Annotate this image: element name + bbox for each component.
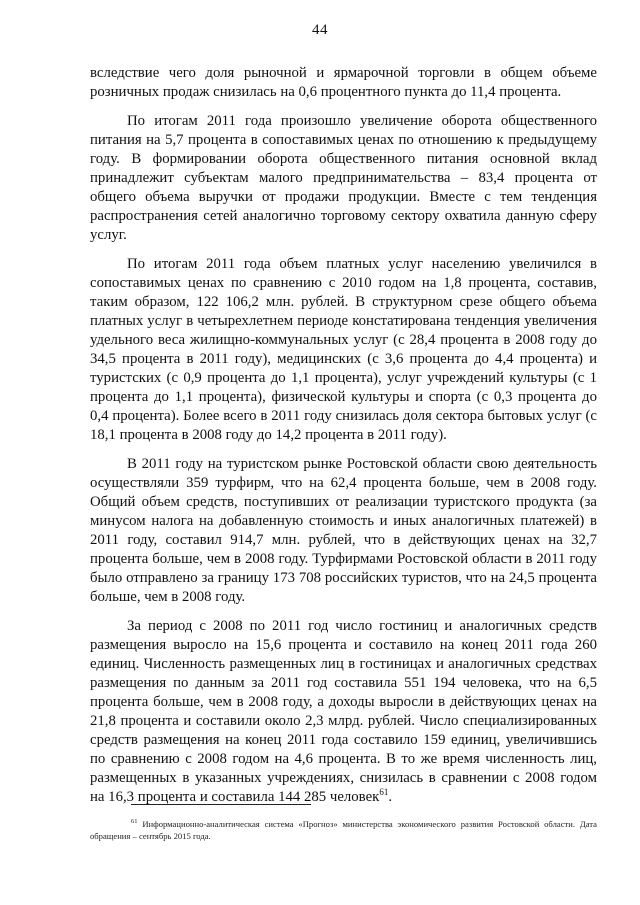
paragraph-hotels bbox=[90, 617, 597, 807]
body-text bbox=[90, 64, 597, 807]
paragraph-tourism: В 2011 году на туристском рынке Ростовской области свою деятельность осуществляли 359 турфирм, что на 62,4 процента больше, чем в 2008 году. Общий объем средств, поступивших от реализации туристского продукта (за минусом налога на добавленную стоимость и иных аналогичных платежей) в 2011 году, составил 914,7 млн. рублей, что в действующих ценах на 32,7 процента больше, чем в 2008 году. Турфирмами Ростовской области в 2011 году было отправлено за границу 173 708 российских туристов, что на 24,5 процента больше, чем в 2008 году. bbox=[90, 456, 597, 605]
paragraph-catering: По итогам 2011 года произошло увеличение оборота общественного питания на 5,7 процента в сопоставимых ценах по отношению к предыдущему году. В формировании оборота общественного питания основной вклад принадлежит субъектам малого предпринимательства – 83,4 процента от общего объема выручки от продажи продукции. Вместе с тем тенденция распространения сетей аналогично торговому сектору охватила данную сферу услуг. bbox=[90, 113, 597, 243]
paragraph-continuation: вследствие чего доля рыночной и ярмарочной торговли в общем объеме розничных продаж снизилась на 0,6 процентного пункта до 11,4 процента. bbox=[90, 65, 597, 100]
page-number: 44 bbox=[312, 22, 328, 38]
paragraph-paid-services: По итогам 2011 года объем платных услуг населению увеличился в сопоставимых ценах по сравнению с 2010 годом на 1,8 процента, составив, таким образом, 122 106,2 млн. рублей. В структурном срезе общего объема платных услуг в четырехлетнем периоде констатирована тенденция увеличения удельного веса жилищно-коммунальных услуг (с 28,4 процента в 2008 году до 34,5 процента в 2011 году), медицинских (с 3,6 процента до 4,4 процента) и туристских (с 0,9 процента до 1,1 процента), услуг учреждений культуры (с 1 процента до 1,1 процента), физической культуры и спорта (с 0,3 процента до 0,4 процента). Более всего в 2011 году снизилась доля сектора бытовых услуг (с 18,1 процента в 2008 году до 14,2 процента в 2011 году). bbox=[90, 256, 597, 443]
footnote bbox=[90, 818, 597, 842]
footnote-reference[interactable]: 61 bbox=[379, 787, 389, 798]
paragraph-hotels-text: За период с 2008 по 2011 год число гостиниц и аналогичных средств размещения выросло на 15,6 процента и составило на конец 2011 года 260 единиц. Численность размещенных лиц в гостиницах и аналогичных средствах размещения по данным за 2011 год составила 551 194 человека, что на 6,5 процента больше, чем в 2008 году, а доходы выросли в действующих ценах на 21,8 процента и составили около 2,3 млрд. рублей. Число специализированных средств размещения на конец 2011 года составило 159 единиц, увеличившись по сравнению с 2008 годом на 4,6 процента. В то же время численность лиц, размещенных в указанных учреждениях, снизилась в сравнении с 2008 годом на 16,3 процента и составила 144 285 человек bbox=[90, 618, 597, 805]
footnote-text: Информационно-аналитическая система «Прогноз» министерства экономического развития Ростовской области. Дата обращения – сентябрь 2015 года. bbox=[90, 819, 597, 841]
paragraph-hotels-end: . bbox=[388, 789, 393, 805]
footnote-divider bbox=[131, 804, 311, 805]
footnote-mark: 61 bbox=[131, 818, 138, 826]
